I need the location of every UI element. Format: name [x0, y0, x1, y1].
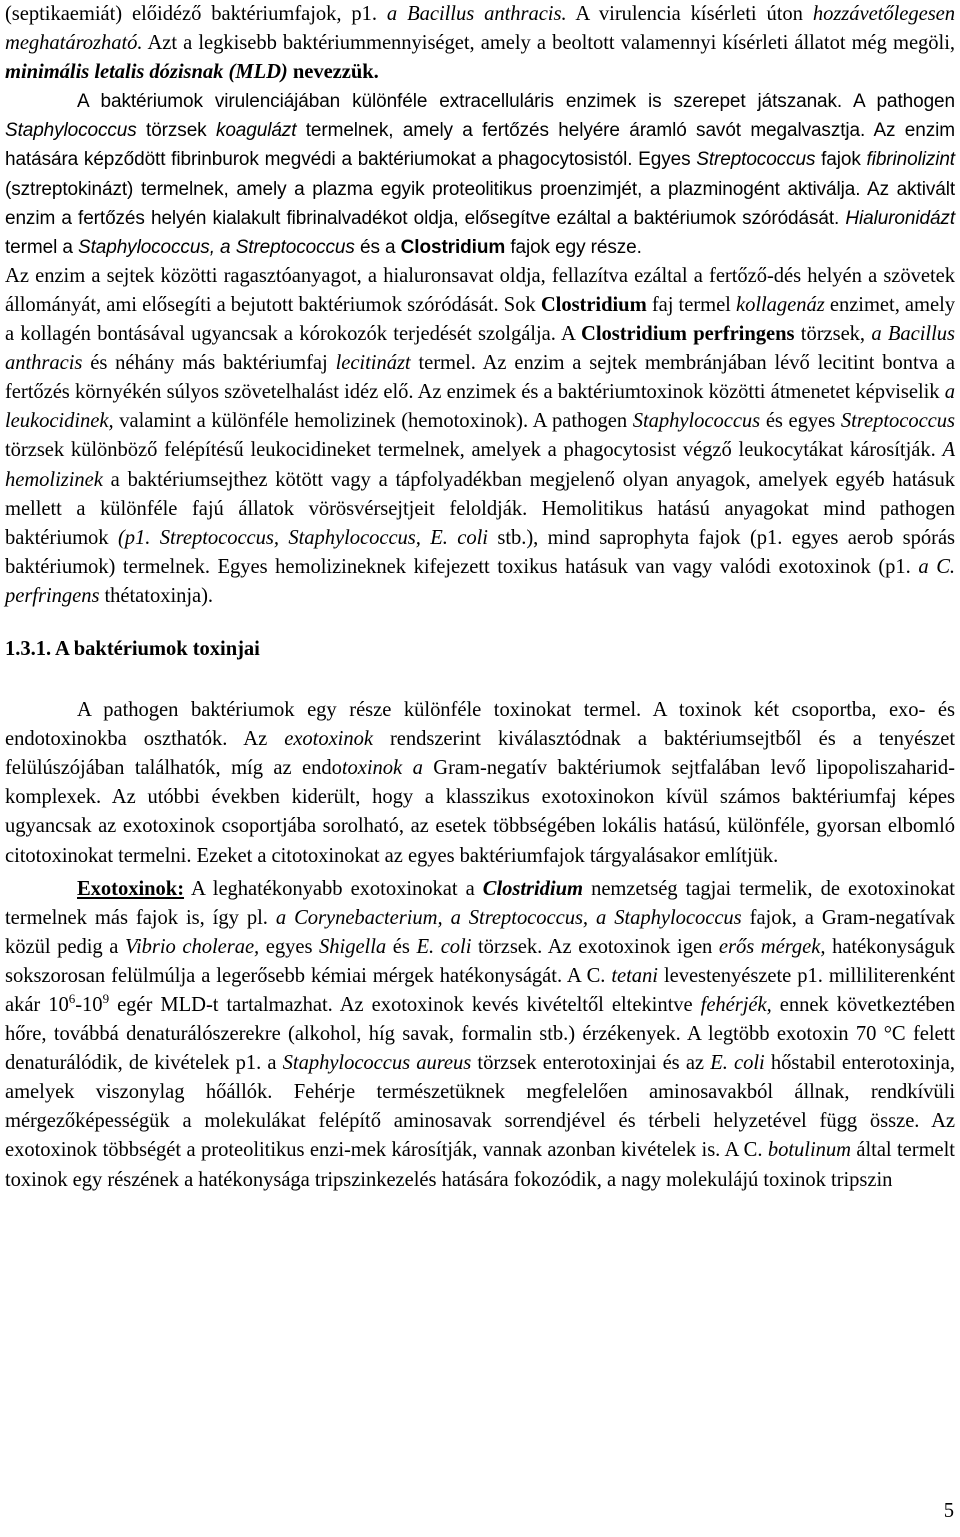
- paragraph-virulence: (septikaemiát) előidéző baktériumfajok, p1. a Bacillus anthracis. A virulencia kísérleti úton hozzávetőlegesen meghatározható. Azt a legkisebb baktériummennyiséget, amely a beoltott valamennyi kísérleti állatot még megöli, minimális letalis dózisnak (MLD) nevezzük.: [5, 3, 955, 84]
- paragraph-enzymes: A baktériumok virulenciájában különféle extracelluláris enzimek is szerepet játszanak. A pathogen Staphylococcus törzsek koagulázt termelnek, amely a fertőzés helyére áramló savót megalvasztja. Az enzim hatására képződött fibrinburok megvédi a baktériumokat a phagocytosistól. Egyes Streptococcus fajok fibrinolizint (sztreptokinázt) termelnek, amely a plazma egyik proteolitikus proenzimjét, a plazminogént aktiválja. Az aktivált enzim a fertőzés helyén kialakult fibrinalvadékot oldja, elősegítve ezáltal a baktériumok szóródását. Hialuronidázt termel a Staphylococcus, a Streptococcus és a Clostridium fajok egy része.: [5, 91, 955, 258]
- section-heading: 1.3.1. A baktériumok toxinjai: [5, 637, 260, 660]
- paragraph-exotoxins: Exotoxinok: A leghatékonyabb exotoxinokat a Clostridium nemzetség tagjai termelik, de exotoxinokat termelnek más fajok is, így pl. a Corynebacterium, a Streptococcus, a Staphylococcus fajok, a Gram-negatívak közül pedig a Vibrio cholerae, egyes Shigella és E. coli törzsek. Az exotoxinok igen erős mérgek, hatékonyságuk sokszorosan felülmúlja a legerősebb kémiai mérgek hatékonyságát. A C. tetani levestenyészete p1. milliliterenként akár $10^6-10^9$ egér MLD-t tartalmazhat. Az exotoxinok kevés kivételtől eltekintve fehérjék, ennek következtében hőre, továbbá denaturálószerekre (alkohol, híg savak, formalin stb.) érzékenyek. A legtöbb exotoxin 70 °C felett denaturálódik, de kivételek p1. a Staphylococcus aureus törzsek enterotoxinjai és az E. coli hőstabil enterotoxinja, amelyek viszonylag hőállók. Fehérje természetüknek megfelelően aminosavakból állnak, rendkívüli mérgezőképességük a molekulákat felépítő aminosavak sorrendjével és térbeli helyzetével függ össze. Az exotoxinok többségét a proteolitikus enzi-mek károsítják, vannak azonban kivételek is. A C. botulinum által termelt toxinok egy részének a hatékonysága tripszinkezelés hatására fokozódik, a nagy molekulájú toxinok tripszin: [5, 877, 955, 1191]
- paragraph-toxins-intro: A pathogen baktériumok egy része különféle toxinokat termel. A toxinok két csoportba, exo- és endotoxinokba oszthatók. Az exotoxinok rendszerint kiválasztódnak a baktériumsejtből és a tenyészet felülúszójában találhatók, míg az endotoxinok a Gram-negatív baktériumok sejtfalában levő lipopoliszaharid-komplexek. Az utóbbi években kiderült, hogy a klasszikus exotoxinokon kívül számos baktériumfaj képes ugyancsak az exotoxinok csoportjába sorolható, az esetek többségében lokális hatású, különféle, gyorsan elbomló citotoxinokat termelni. Ezeket a citotoxinokat az egyes baktériumfajok tárgyalásakor említjük.: [5, 699, 955, 867]
- exotoxin-label: Exotoxinok:: [77, 877, 185, 900]
- page-number: 5: [943, 1500, 954, 1522]
- document-page: [5, 0, 955, 1195]
- paragraph-hyaluronidase: Az enzim a sejtek közötti ragasztóanyagot, a hialuronsavat oldja, fellazítva ezáltal a fertőző-dés helyén a szövetek állományát, ami elősegíti a bejutott baktériumok szóródását. Sok Clostridium faj termel kollagenáz enzimet, amely a kollagén bontásával ugyancsak a kórokozók terjedését szolgálja. A Clostridium perfringens törzsek, a Bacillus anthracis és néhány más baktériumfaj lecitinázt termel. Az enzim a sejtek membránjában lévő lecitint bontva a fertőzés környékén súlyos szövetelhalást idéz elő. Az enzimek és a baktériumtoxinok közötti átmenetet képviselik a leukocidinek, valamint a különféle hemolizinek (hemotoxinok). A pathogen Staphylococcus és egyes Streptococcus törzsek különböző felépítésű leukocidineket termelnek, amelyek a phagocytosist végző leukocytákat károsítják. A hemolizinek a baktériumsejthez kötött vagy a tápfolyadékban megjelenő olyan anyagok, amelyek egyéb hatásuk mellett a különféle fajú állatok vörösvérsejtjeit feloldják. Hemolitikus hatású anyagokat mind pathogen baktériumok (p1. Streptococcus, Staphylococcus, E. coli stb.), mind saprophyta fajok (p1. egyes aerob spórás baktériumok) termelnek. Egyes hemolizineknek kifejezett toxikus hatásuk van vagy valódi exotoxinok (p1. a C. perfringens thétatoxinja).: [5, 264, 956, 607]
